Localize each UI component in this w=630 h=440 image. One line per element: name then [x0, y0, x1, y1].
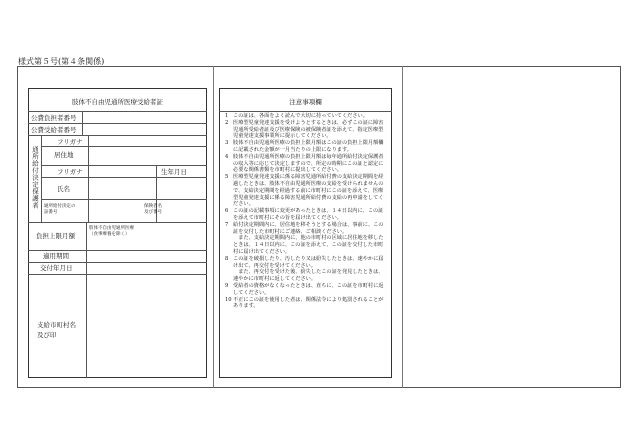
guardian-note: 通所給付決定の 証番号 — [44, 204, 76, 215]
note-item — [225, 283, 387, 297]
note-item — [225, 120, 387, 140]
furigana-label-2: フリガナ — [57, 168, 83, 176]
note-number: 6 — [225, 208, 229, 215]
note-number: 7 — [225, 221, 229, 228]
note-item — [225, 140, 387, 154]
issued-label: 交付年月日 — [40, 264, 73, 272]
limit-label: 負担上限月額 — [36, 232, 75, 240]
note-number: 1 — [225, 113, 229, 119]
notes-list — [225, 113, 387, 310]
notes-title: 注意事項欄 — [289, 98, 322, 106]
note-text: 給付決定期間内に、居住地を移そうとする場合は、事前に、この証を交付した市町村にご連絡、ご相談ください。 また、支給決定期間内に、他の市町村の区域に居住地を移したときは、１４日以内に、この証を添えて、この証を交付した市町村に届け出てください。 — [233, 221, 384, 255]
birthdate-label: 生年月日 — [161, 168, 187, 176]
note-text: この証を破損したり、汚したり又は紛失したときは、速やかに届け出て、再交付を受けてください。 また、再交付を受けた後、紛失したこの証を発見したときは、速やかに市町村に返してください。 — [233, 255, 384, 283]
note-text: 肢体不自由児通所医療の負担上限月額は毎年通所給付決定保護者の収入等に応じて決定しますので、所定の時期にこの証と認定に必要な関係書類を市町村に提出してください。 — [233, 153, 384, 174]
note-number: 2 — [225, 119, 229, 126]
note-number: 9 — [225, 282, 229, 289]
municipality-label: 支給市町村名 及び印 — [37, 321, 76, 339]
guardian-section-label: 通所給付決定保護者 — [31, 146, 39, 209]
note-text: 肢体不自由児通所医療の負担上限月額はこの証の負担上限月額欄に記載された金額が一月当たりの上限になります。 — [233, 140, 384, 153]
insurer-note: 保険者名 及び番号 — [144, 204, 162, 215]
burden-number-label: 公費負担者番号 — [31, 114, 77, 122]
note-number: 4 — [225, 153, 229, 160]
note-item — [225, 222, 387, 256]
address-label: 居住地 — [54, 151, 74, 159]
note-text: 医療型児童発達支援に係る障害児通所給付費の支給決定期間を経過したときは、肢体不自由児通所医療の支給を受けられませんので、支給決定期間を経過する前に市町村にこの証を添えて、医療型児童発達支援に係る障害児通所給付費の支給の再申請をしてください。 — [233, 174, 384, 208]
certificate-title: 肢体不自由児通所医療受給者証 — [72, 98, 163, 106]
note-number: 10 — [225, 296, 232, 303]
recipient-number-label: 公費受給者番号 — [31, 126, 77, 134]
note-item — [225, 256, 387, 283]
fold-line-2 — [402, 66, 403, 388]
note-text: 不正にこの証を使用した者は、関係法令により処罰されることがあります。 — [233, 296, 384, 310]
name-label: 氏名 — [57, 185, 70, 193]
note-item — [225, 113, 387, 120]
note-item — [225, 174, 387, 208]
note-text: この証の記載事項に変更があったときは、１４日以内に、この証を添えて市町村にその旨を届け出てください。 — [233, 208, 384, 221]
note-item — [225, 208, 387, 222]
note-number: 3 — [225, 140, 229, 147]
note-item — [225, 297, 387, 311]
fold-line-1 — [213, 66, 214, 388]
note-item — [225, 154, 387, 174]
form-number: 様式第５号(第４条関係) — [18, 57, 105, 66]
limit-note: 肢体不自由児通所医療 （食事療養を除く） — [89, 226, 134, 237]
note-text: 医療型児童発達支援を受けようとするときは、必ずこの証に障害児通所受給者証及び医療保険の被保険者証を添えて、指定医療型児童発達支援事業所に提示してください。 — [233, 119, 384, 140]
period-label: 適用期間 — [43, 252, 69, 260]
note-text: この証は、各面をよく読んで大切に持っていてください。 — [233, 113, 368, 119]
note-number: 5 — [225, 174, 229, 181]
note-number: 8 — [225, 255, 229, 262]
note-text: 受給者の資格がなくなったときは、直ちに、この証を市町村に返してください。 — [233, 282, 384, 296]
furigana-label-1: フリガナ — [57, 138, 83, 146]
